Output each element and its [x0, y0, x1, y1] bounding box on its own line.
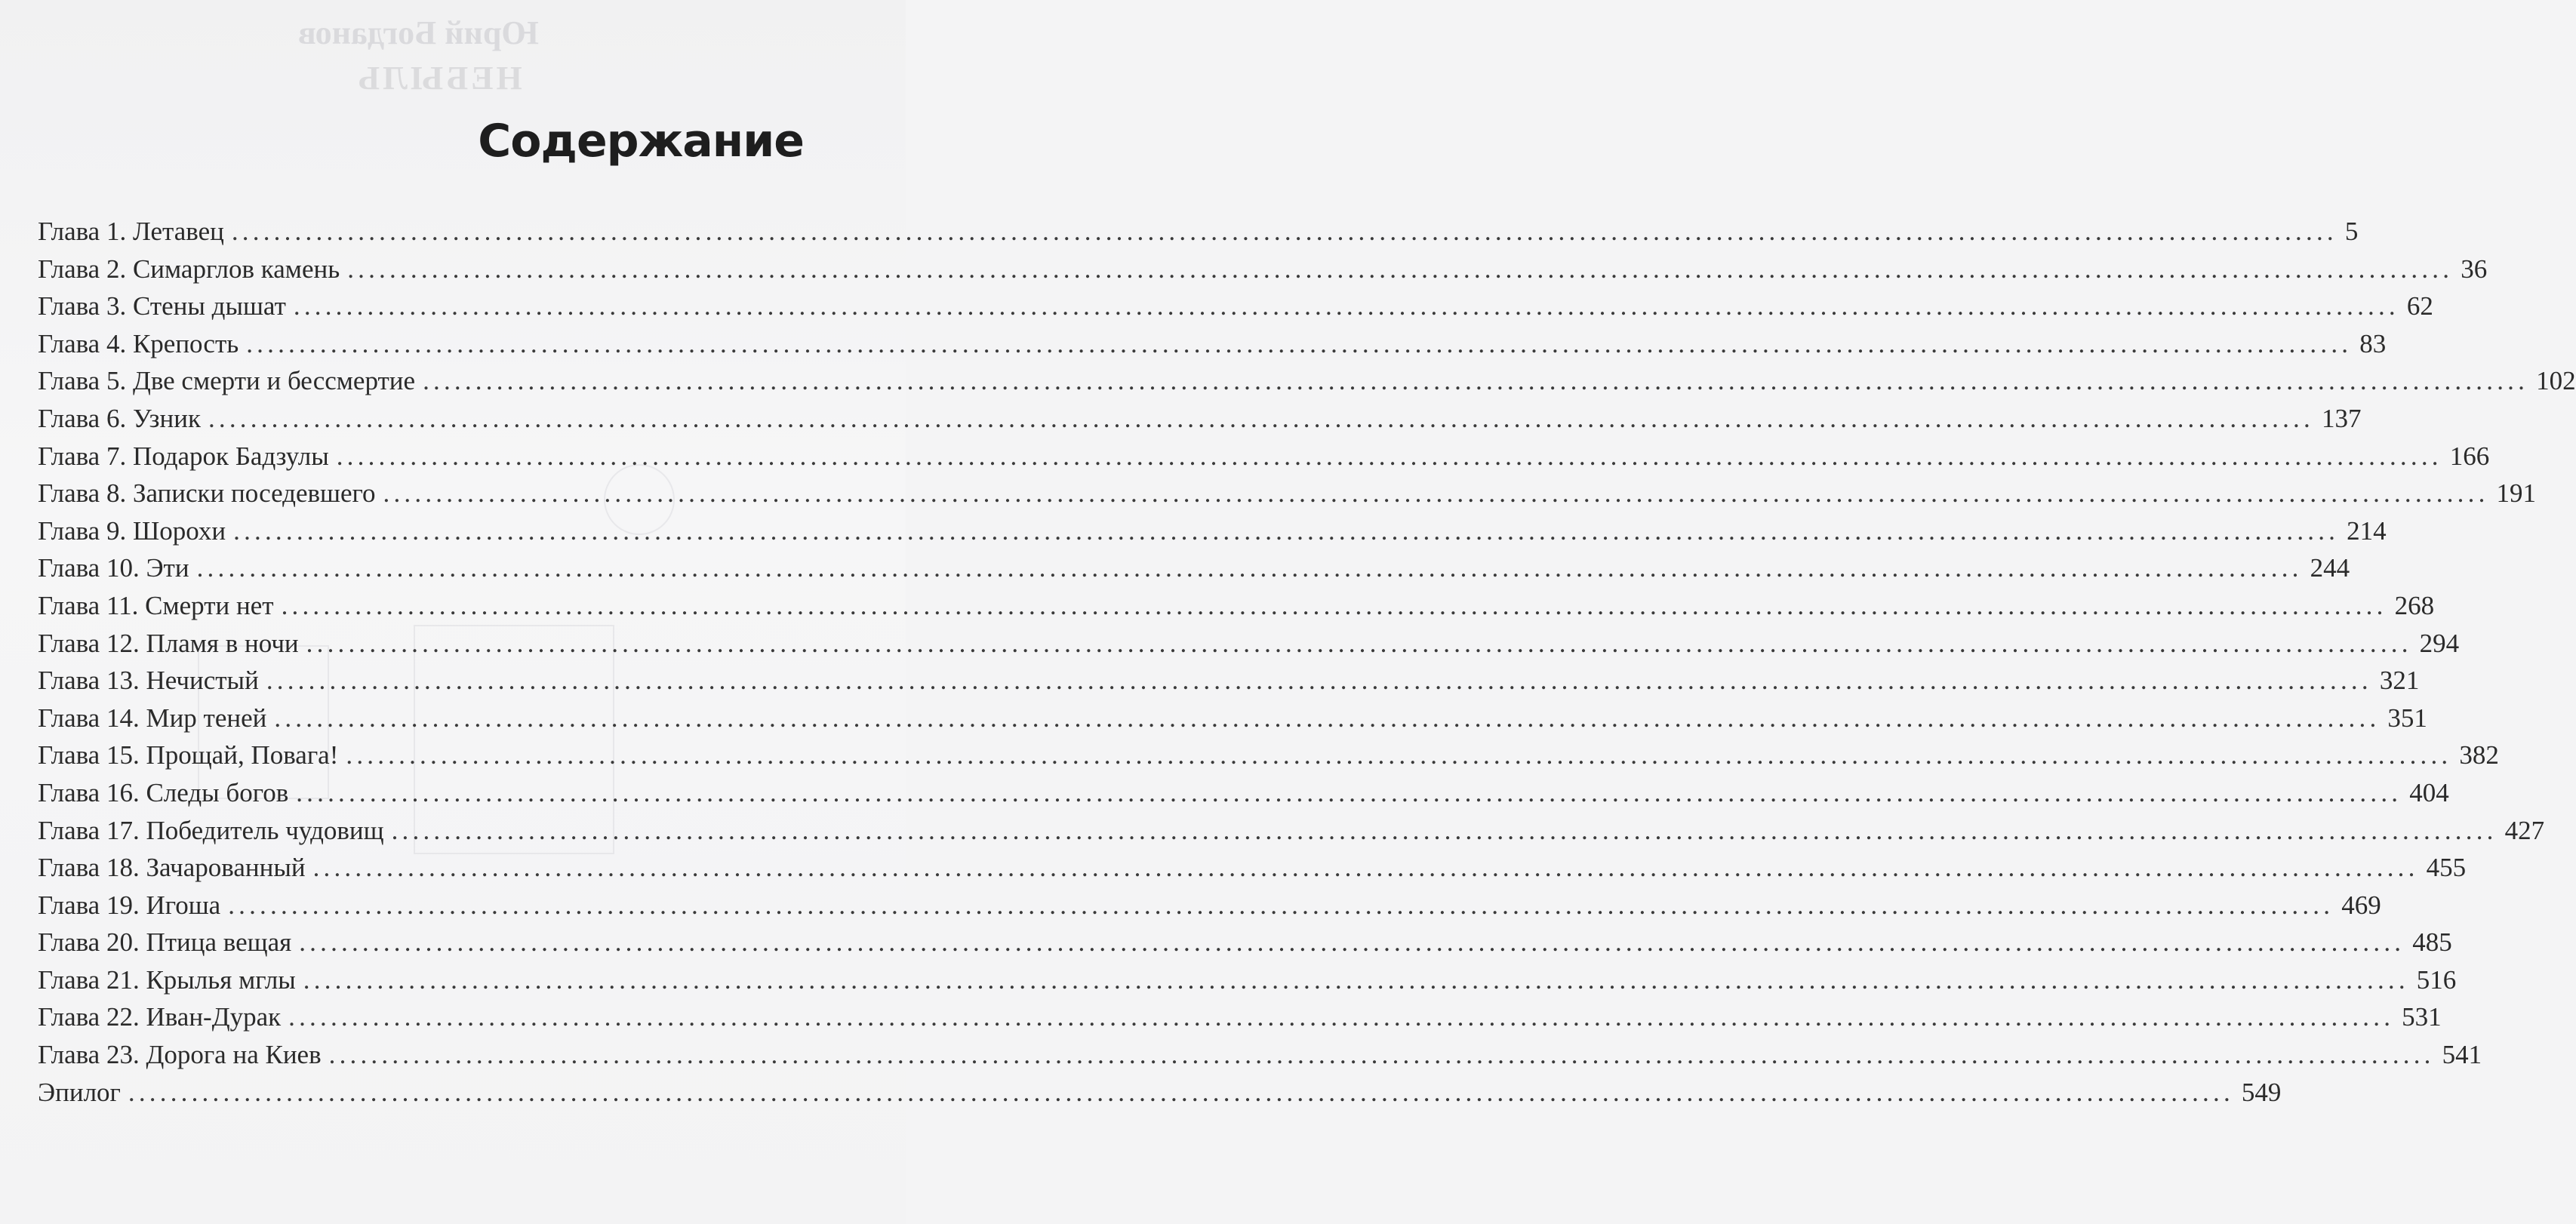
toc-entry-title: Глава 3. Стены дышат [38, 291, 286, 321]
page-title: Содержание [478, 115, 804, 168]
toc-entry-page-number: 427 [2504, 815, 2545, 845]
toc-entry [38, 362, 2576, 400]
toc-entry-title: Глава 9. Шорохи [38, 515, 226, 546]
toc-dot-leader: ........................................................................................................................................................................................................ [423, 366, 2529, 396]
toc-dot-leader: ........................................................................................................................................................................................................ [346, 740, 2452, 770]
toc-entry [38, 475, 2537, 512]
toc-entry [38, 700, 2427, 737]
toc-entry-title: Глава 2. Симарглов камень [38, 254, 340, 284]
table-of-contents [38, 213, 2576, 1111]
toc-dot-leader: ........................................................................................................................................................................................................ [208, 403, 2314, 433]
toc-entry-title: Глава 22. Иван-Дурак [38, 1002, 282, 1032]
toc-entry-page-number: 485 [2412, 927, 2452, 958]
toc-dot-leader: ........................................................................................................................................................................................................ [306, 628, 2412, 658]
toc-entry-title: Глава 23. Дорога на Киев [38, 1040, 322, 1070]
toc-entry-title: Глава 21. Крылья мглы [38, 964, 296, 995]
toc-entry-title: Глава 1. Летавец [38, 217, 224, 246]
bleed-through-author: Юрий Богданов [298, 14, 539, 51]
toc-entry [38, 1036, 2482, 1074]
toc-entry-title: Глава 16. Следы богов [38, 777, 289, 807]
toc-dot-leader: ........................................................................................................................................................................................................ [312, 853, 2419, 883]
toc-dot-leader: ........................................................................................................................................................................................................ [303, 964, 2409, 995]
toc-entry [38, 887, 2381, 924]
toc-entry-page-number: 83 [2359, 328, 2387, 358]
toc-entry [38, 587, 2435, 625]
toc-entry-page-number: 351 [2387, 703, 2427, 733]
toc-entry [38, 251, 2488, 288]
toc-entry [38, 662, 2420, 700]
toc-entry-title: Глава 10. Эти [38, 553, 189, 583]
toc-entry-page-number: 469 [2341, 890, 2381, 920]
toc-dot-leader: ........................................................................................................................................................................................................ [274, 703, 2381, 733]
toc-entry-page-number: 62 [2406, 291, 2433, 321]
toc-entry [38, 512, 2387, 550]
toc-entry-page-number: 516 [2416, 964, 2457, 995]
toc-entry [38, 288, 2433, 325]
toc-entry-page-number: 294 [2419, 628, 2460, 658]
toc-dot-leader: ........................................................................................................................................................................................................ [336, 441, 2442, 471]
toc-dot-leader: ........................................................................................................................................................................................................ [288, 1002, 2395, 1032]
toc-entry-page-number: 214 [2347, 515, 2387, 546]
toc-dot-leader: ........................................................................................................................................................................................................ [196, 553, 2303, 583]
toc-entry [38, 625, 2460, 663]
toc-entry [38, 961, 2457, 999]
toc-entry [38, 400, 2362, 438]
toc-entry [38, 812, 2545, 850]
toc-entry-page-number: 268 [2394, 590, 2435, 620]
toc-entry-title: Глава 4. Крепость [38, 328, 239, 358]
toc-entry-title: Глава 12. Пламя в ночи [38, 628, 299, 658]
toc-entry-page-number: 5 [2344, 217, 2359, 246]
toc-dot-leader: ........................................................................................................................................................................................................ [299, 927, 2405, 958]
toc-dot-leader: ........................................................................................................................................................................................................ [246, 328, 2353, 358]
bleed-through-book-title: НЕБЫЛЬ [355, 60, 522, 97]
toc-entry-title: Эпилог [38, 1077, 121, 1107]
toc-dot-leader: ........................................................................................................................................................................................................ [347, 254, 2454, 284]
toc-entry-title: Глава 14. Мир теней [38, 703, 267, 733]
toc-entry [38, 1074, 2282, 1112]
toc-dot-leader: ........................................................................................................................................................................................................ [281, 590, 2387, 620]
toc-entry-title: Глава 19. Игоша [38, 890, 221, 920]
toc-dot-leader: ........................................................................................................................................................................................................ [391, 815, 2498, 845]
toc-dot-leader: ........................................................................................................................................................................................................ [296, 777, 2402, 807]
toc-entry-page-number: 455 [2426, 853, 2467, 883]
toc-entry-page-number: 549 [2241, 1077, 2282, 1107]
toc-entry-page-number: 244 [2310, 553, 2350, 583]
toc-entry-title: Глава 6. Узник [38, 403, 201, 433]
toc-entry-page-number: 191 [2496, 478, 2537, 509]
toc-entry [38, 325, 2387, 363]
toc-entry-title: Глава 5. Две смерти и бессмертие [38, 366, 416, 396]
toc-dot-leader: ........................................................................................................................................................................................................ [328, 1040, 2435, 1070]
toc-entry-title: Глава 11. Смерти нет [38, 590, 274, 620]
toc-entry-page-number: 137 [2321, 403, 2362, 433]
toc-dot-leader: ........................................................................................................................................................................................................ [293, 291, 2399, 321]
toc-entry [38, 213, 2359, 251]
toc-entry [38, 438, 2490, 475]
toc-entry-page-number: 531 [2402, 1002, 2442, 1032]
toc-entry-page-number: 541 [2442, 1040, 2482, 1070]
toc-dot-leader: ........................................................................................................................................................................................................ [266, 666, 2372, 696]
toc-entry-page-number: 102 [2536, 366, 2576, 396]
toc-entry [38, 924, 2452, 961]
toc-entry-page-number: 404 [2409, 777, 2449, 807]
toc-entry-page-number: 166 [2449, 441, 2490, 471]
toc-entry-title: Глава 18. Зачарованный [38, 853, 306, 883]
toc-entry [38, 998, 2442, 1036]
toc-entry-title: Глава 7. Подарок Бадзулы [38, 441, 329, 471]
toc-entry-title: Глава 8. Записки поседевшего [38, 478, 376, 509]
toc-entry-title: Глава 20. Птица вещая [38, 927, 292, 958]
toc-entry [38, 774, 2449, 812]
toc-entry-title: Глава 17. Победитель чудовищ [38, 815, 384, 845]
toc-entry [38, 737, 2499, 774]
toc-entry-title: Глава 15. Прощай, Повага! [38, 740, 339, 770]
toc-entry-page-number: 36 [2461, 254, 2488, 284]
toc-entry [38, 549, 2350, 587]
toc-entry [38, 849, 2467, 887]
toc-entry-title: Глава 13. Нечистый [38, 666, 259, 696]
toc-dot-leader: ........................................................................................................................................................................................................ [128, 1077, 2234, 1107]
toc-dot-leader: ........................................................................................................................................................................................................ [383, 478, 2489, 509]
toc-dot-leader: ........................................................................................................................................................................................................ [233, 515, 2340, 546]
toc-dot-leader: ........................................................................................................................................................................................................ [228, 890, 2334, 920]
toc-entry-page-number: 382 [2459, 740, 2499, 770]
toc-dot-leader: ........................................................................................................................................................................................................ [231, 217, 2337, 246]
toc-entry-page-number: 321 [2379, 666, 2420, 696]
